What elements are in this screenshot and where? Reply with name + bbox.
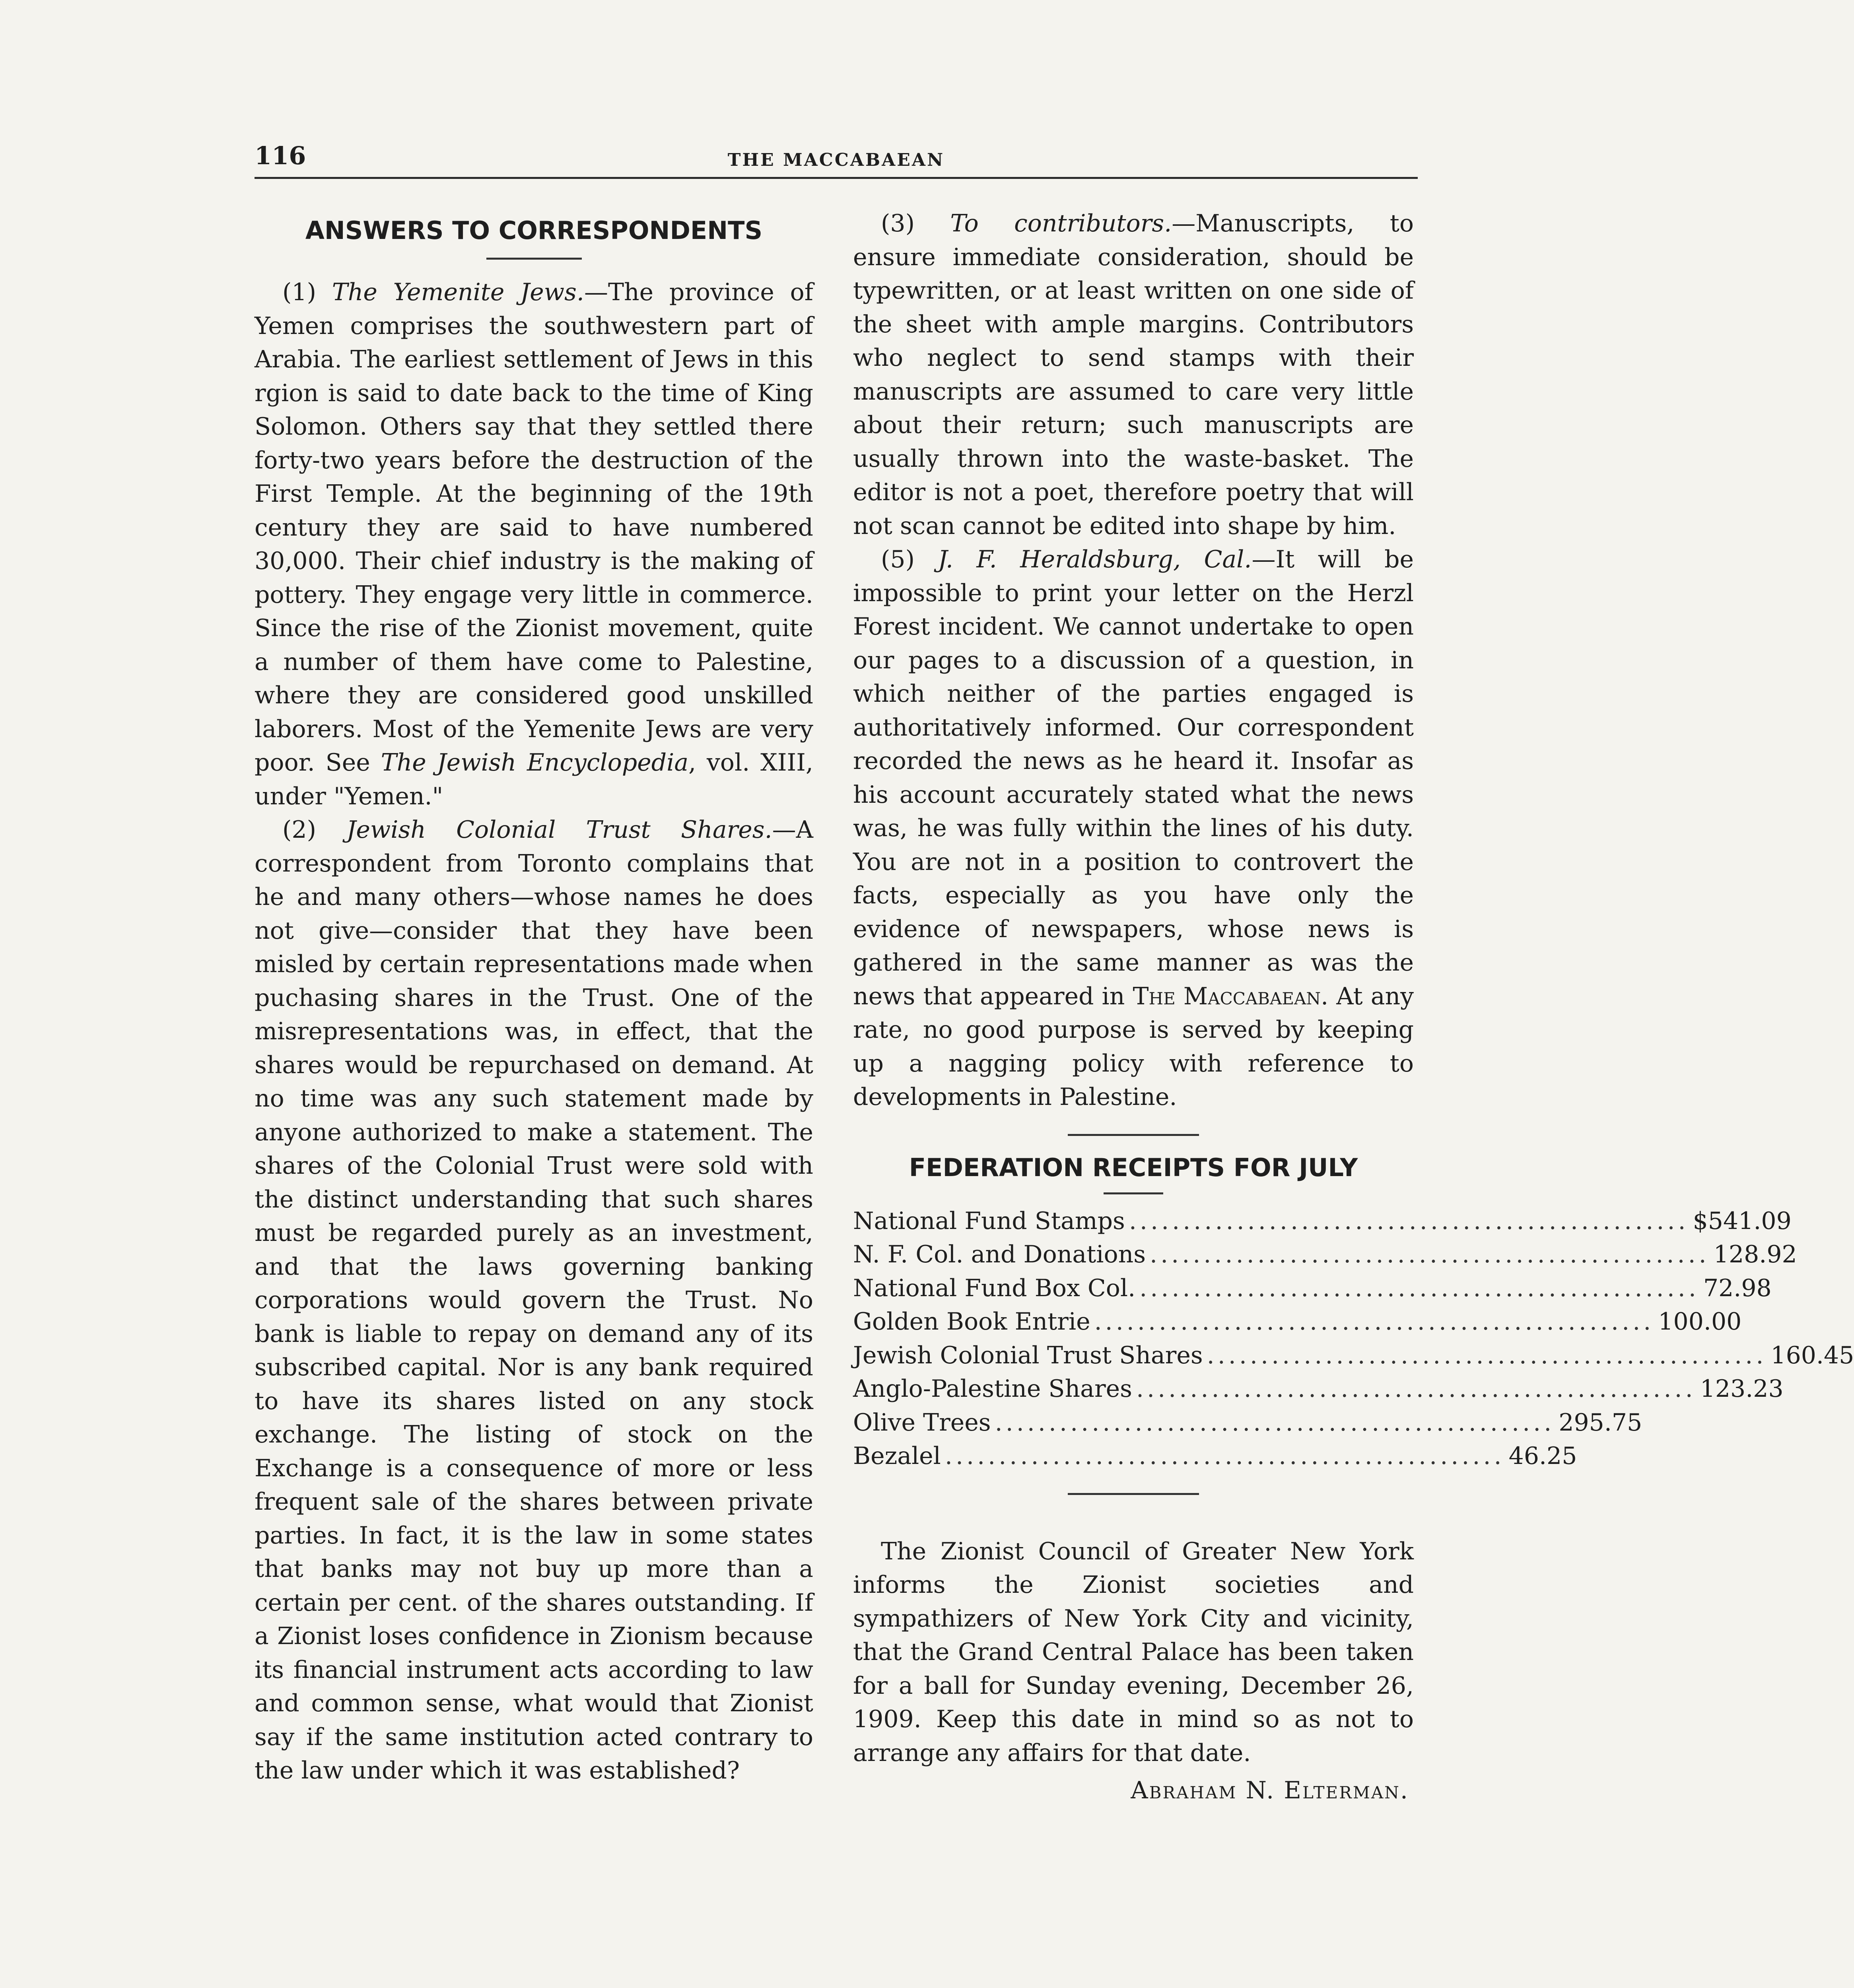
receipt-row — [853, 1439, 1577, 1473]
reference-rest: , vol. XIII, under "Yemen." — [255, 749, 814, 810]
receipt-label: National Fund Box Col. — [853, 1274, 1136, 1302]
receipt-amount: 160.45 — [1770, 1341, 1854, 1369]
receipt-amount: 100.00 — [1658, 1308, 1742, 1336]
answer-title: To contributors. — [950, 210, 1172, 237]
heading-divider — [1104, 1192, 1163, 1194]
receipt-amount: 128.92 — [1713, 1241, 1797, 1268]
dot-leader: .................................................... — [1136, 1375, 1696, 1403]
receipt-label: National Fund Stamps — [853, 1207, 1125, 1235]
answer-title: J. F. Heraldsburg, Cal. — [938, 546, 1252, 573]
signature: Abraham N. Elterman. — [1131, 1776, 1409, 1804]
answer-title: Jewish Colonial Trust Shares. — [346, 816, 772, 844]
receipt-amount: 72.98 — [1703, 1274, 1772, 1302]
receipt-label: Olive Trees — [853, 1408, 991, 1437]
dot-leader: .................................................... — [1150, 1241, 1710, 1268]
receipt-amount: $541.09 — [1693, 1207, 1792, 1235]
answer-number: (1) — [282, 278, 316, 306]
receipt-label: Jewish Colonial Trust Shares — [853, 1341, 1203, 1369]
receipt-label: Golden Book Entrie — [853, 1308, 1090, 1336]
receipt-label: Anglo-Palestine Shares — [853, 1375, 1132, 1403]
dot-leader: .................................................... — [1129, 1207, 1689, 1235]
answer-text: —A correspondent from Toronto complains that he and many others—whose names he does not give—consider that they have been misled by certain representations made when puchasing shares in the Trust. One of the misrepresentations was, in effect, that the shares would be repurchased on demand. At no time was any such statement made by anyone authorized to make a statement. The shares of the Colonial Trust were sold with the distinct understanding that such shares must be regarded purely as an investment, and that the laws governing banking corporations would govern the Trust. No bank is liable to repay on demand any of its subscribed capital. Nor is any bank required to have its shares listed on any stock exchange. The listing of stock on the Exchange is a consequence of more or less frequent sale of the shares between private parties. In fact, it is the law in some states that banks may not buy up more than a certain per cent. of the shares outstanding. If a Zionist loses confidence in Zionism because its financial instrument acts according to law and common sense, what would that Zionist say if the same institution acted contrary to the law under which it was established? — [255, 816, 813, 1784]
dot-leader: .................................................... — [1139, 1274, 1699, 1302]
magazine-name: The Maccabaean — [1133, 982, 1321, 1010]
answer-number: (3) — [881, 210, 915, 237]
header-divider — [255, 177, 1418, 179]
answer-item-1 — [255, 276, 813, 813]
dot-leader: .................................................... — [1207, 1341, 1767, 1369]
answer-title: The Yemenite Jews. — [332, 278, 584, 306]
heading-divider — [486, 258, 582, 260]
encyclopedia-reference: The Jewish Encyclopedia — [381, 749, 689, 777]
receipt-row — [853, 1305, 1742, 1339]
answer-text: —Manuscripts, to ensure immediate consideration, should be typewritten, or at least written on one side of the sheet with ample margins. Contributors who neglect to send stamps with their manuscripts are assumed to care very little about their return; such manuscripts are usually thrown into the waste-basket. The editor is not a poet, therefore poetry that will not scan cannot be edited into shape by him. — [853, 210, 1414, 540]
dot-leader: .................................................... — [995, 1408, 1555, 1437]
receipt-row — [853, 1406, 1642, 1440]
council-notice: The Zionist Council of Greater New York informs the Zionist societies and sympathizers of New York City and vicinity, that the Grand Central Palace has been taken for a ball for Sunday evening, December 26, 1909. Keep this date in mind so as not to arrange any affairs for that date. — [853, 1537, 1414, 1767]
receipts-heading: FEDERATION RECEIPTS FOR JULY — [909, 1153, 1358, 1182]
dot-leader: .................................................... — [1094, 1308, 1654, 1336]
answer-item-3 — [853, 207, 1414, 543]
receipt-amount: 123.23 — [1700, 1375, 1784, 1403]
answer-text: —The province of Yemen comprises the southwestern part of Arabia. The earliest settlement of Jews in this rgion is said to date back to the time of King Solomon. Others say that they settled there forty-two years before the destruction of the First Temple. At the beginning of the 19th century they are said to have numbered 30,000. Their chief industry is the making of pottery. They engage very little in commerce. Since the rise of the Zionist movement, quite a number of them have come to Palestine, where they are considered good unskilled laborers. Most of the Yemenite Jews are very poor. See — [255, 278, 813, 777]
receipt-row — [853, 1372, 1784, 1406]
receipt-row — [853, 1339, 1854, 1373]
answer-item-2 — [255, 813, 813, 1788]
answer-number: (2) — [282, 816, 316, 844]
receipt-label: Bezalel — [853, 1442, 941, 1470]
left-column — [255, 207, 813, 1788]
receipt-row — [853, 1272, 1772, 1305]
receipt-row — [853, 1204, 1792, 1238]
answer-text: —It will be impossible to print your letter on the Herzl Forest incident. We cannot undertake to open our pages to a discussion of a question, in which neither of the parties engaged is authoritatively informed. Our correspondent recorded the news as he heard it. Insofar as his account accurately stated what the news was, he was fully within the lines of his duty. You are not in a position to controvert the facts, especially as you have only the evidence of newspapers, whose news is gathered in the same manner as was the news that appeared in — [853, 546, 1414, 1010]
answer-item-5 — [853, 543, 1414, 1114]
section-divider — [1068, 1493, 1199, 1495]
page-number: 116 — [255, 141, 306, 170]
answer-number: (5) — [881, 546, 915, 573]
running-title: THE MACCABAEAN — [727, 150, 945, 170]
receipt-amount: 46.25 — [1508, 1442, 1577, 1470]
receipt-amount: 295.75 — [1559, 1408, 1642, 1437]
receipt-label: N. F. Col. and Donations — [853, 1241, 1146, 1268]
receipt-row — [853, 1238, 1797, 1272]
answer-text-end: . At any rate, no good purpose is served by keeping up a nagging policy with reference to developments in Palestine. — [853, 982, 1414, 1111]
page-header — [255, 141, 1418, 181]
dot-leader: .................................................... — [944, 1442, 1505, 1470]
right-column — [853, 207, 1854, 1807]
receipts-list — [853, 1204, 1854, 1473]
section-divider — [1068, 1134, 1199, 1136]
answers-heading: ANSWERS TO CORRESPONDENTS — [305, 216, 763, 245]
